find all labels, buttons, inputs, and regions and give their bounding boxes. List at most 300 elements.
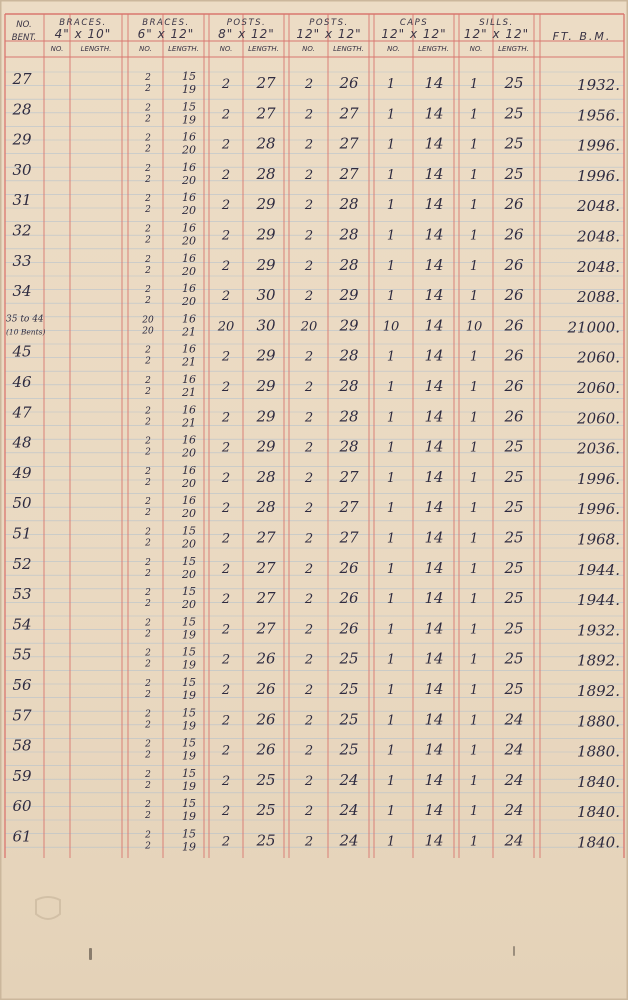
brace-6x12-no: 2	[145, 659, 151, 670]
caps-length: 14	[424, 649, 444, 668]
group-size: 12" x 12"	[381, 27, 447, 41]
bent-number: 56	[12, 676, 32, 694]
caps-no: 1	[386, 137, 396, 153]
group-title: POSTS.	[226, 18, 267, 28]
sills-no: 1	[469, 652, 479, 668]
brace-6x12-length: 20	[182, 295, 196, 309]
sills-length: 24	[504, 710, 524, 729]
binding-mark	[89, 948, 92, 960]
sills-no: 1	[469, 531, 479, 547]
post-12x12-length: 25	[339, 740, 359, 759]
post-12x12-no: 2	[304, 410, 314, 426]
post-8x12-length: 29	[256, 346, 276, 365]
fbm-value: 1840.	[577, 772, 620, 791]
brace-6x12-no: 2	[145, 508, 151, 519]
post-8x12-length: 29	[256, 255, 276, 274]
post-8x12-length: 26	[256, 649, 276, 668]
caps-no: 1	[386, 198, 396, 214]
caps-length: 14	[424, 558, 444, 577]
post-8x12-no: 2	[221, 622, 231, 638]
sills-length: 24	[504, 770, 524, 789]
brace-6x12-length: 16	[182, 251, 196, 265]
brace-6x12-length: 20	[182, 234, 196, 248]
brace-6x12-no: 2	[145, 447, 151, 458]
sills-no: 1	[469, 592, 479, 608]
caps-length: 14	[424, 225, 444, 244]
post-8x12-length: 27	[256, 558, 276, 577]
post-8x12-no: 2	[221, 592, 231, 608]
subheader-no: NO.	[50, 45, 64, 53]
caps-no: 1	[386, 652, 396, 668]
brace-6x12-length: 15	[182, 70, 196, 83]
sills-length: 25	[504, 528, 524, 547]
binding-mark	[513, 946, 515, 956]
post-8x12-length: 26	[256, 680, 276, 698]
post-12x12-length: 27	[339, 104, 359, 123]
caps-length: 14	[424, 437, 444, 456]
brace-6x12-no: 2	[145, 629, 151, 640]
post-8x12-no: 2	[221, 834, 231, 850]
caps-length: 14	[424, 528, 444, 547]
fbm-value: 1892.	[577, 682, 620, 700]
caps-no: 1	[386, 258, 396, 274]
brace-6x12-length: 20	[182, 507, 196, 521]
brace-6x12-no: 2	[145, 376, 151, 386]
post-8x12-length: 27	[256, 528, 276, 547]
caps-no: 1	[386, 561, 396, 577]
bent-number: 57	[12, 706, 32, 725]
sills-length: 26	[504, 316, 524, 335]
group-title: BRACES.	[142, 18, 190, 28]
post-12x12-length: 28	[339, 346, 359, 365]
caps-length: 14	[424, 801, 444, 820]
fbm-value: 2048.	[577, 227, 620, 246]
caps-length: 14	[424, 467, 444, 486]
group-title: CAPS	[399, 18, 429, 28]
post-12x12-length: 29	[339, 316, 359, 335]
sills-no: 1	[469, 743, 479, 759]
brace-6x12-length: 19	[182, 749, 196, 763]
brace-6x12-no: 2	[145, 690, 151, 700]
caps-length: 14	[424, 831, 444, 850]
post-8x12-length: 29	[256, 407, 276, 426]
sills-no: 1	[469, 107, 479, 123]
brace-6x12-no: 2	[145, 84, 151, 94]
post-12x12-length: 26	[339, 589, 359, 608]
caps-length: 14	[424, 346, 444, 365]
post-8x12-no: 2	[221, 107, 231, 123]
brace-6x12-length: 20	[182, 476, 196, 490]
caps-no: 1	[386, 592, 396, 608]
brace-6x12-no: 2	[145, 709, 151, 720]
brace-6x12-no: 2	[145, 144, 151, 155]
brace-6x12-length: 21	[182, 386, 196, 399]
brace-6x12-length: 20	[182, 598, 196, 612]
caps-length: 14	[424, 134, 444, 153]
sills-length: 25	[504, 649, 524, 668]
brace-6x12-length: 15	[182, 797, 196, 811]
post-8x12-no: 2	[221, 228, 231, 244]
caps-no: 1	[386, 349, 396, 365]
brace-6x12-length: 20	[182, 567, 196, 581]
bent-number: 48	[12, 433, 32, 452]
group-size: 8" x 12"	[218, 27, 275, 41]
post-12x12-length: 24	[339, 831, 359, 850]
brace-6x12-no: 2	[145, 679, 151, 689]
brace-6x12-length: 16	[182, 130, 196, 144]
sills-length: 26	[504, 255, 524, 274]
post-8x12-length: 29	[256, 195, 276, 214]
post-12x12-length: 26	[339, 619, 359, 638]
caps-length: 14	[424, 619, 444, 638]
caps-length: 14	[424, 316, 444, 335]
bent-number: 34	[12, 282, 32, 301]
caps-length: 14	[424, 680, 444, 698]
post-12x12-no: 2	[304, 289, 314, 305]
subheader-length: LENGTH.	[168, 45, 199, 53]
brace-6x12-no: 2	[145, 235, 151, 246]
brace-6x12-no: 2	[145, 830, 151, 841]
sills-length: 24	[504, 801, 524, 820]
brace-6x12-length: 19	[182, 719, 196, 733]
sills-length: 25	[504, 589, 524, 608]
group-title: BRACES.	[59, 18, 107, 28]
brace-6x12-length: 20	[182, 204, 196, 218]
brace-6x12-no: 2	[145, 194, 151, 205]
bent-number: 51	[12, 524, 32, 543]
caps-no: 1	[386, 743, 396, 759]
bent-number: 31	[12, 191, 32, 210]
brace-6x12-length: 15	[182, 676, 196, 689]
caps-no: 1	[386, 804, 396, 820]
fbm-value: 2036.	[577, 439, 620, 458]
fbm-header: FT. B.M.	[552, 30, 612, 43]
post-12x12-no: 2	[304, 258, 314, 274]
post-12x12-length: 24	[339, 801, 359, 820]
post-8x12-no: 2	[221, 652, 231, 668]
fbm-value: 2048.	[577, 257, 620, 276]
post-8x12-no: 20	[217, 319, 235, 335]
sills-no: 1	[469, 258, 479, 274]
post-8x12-no: 2	[221, 561, 231, 577]
post-12x12-length: 27	[339, 467, 359, 486]
brace-6x12-no: 2	[145, 527, 151, 538]
post-12x12-no: 2	[304, 743, 314, 759]
fbm-value: 1996.	[577, 500, 620, 519]
sills-no: 1	[469, 470, 479, 486]
fbm-value: 1892.	[577, 651, 620, 670]
brace-6x12-no: 2	[145, 720, 151, 731]
sills-length: 24	[504, 831, 524, 850]
bent-note: (10 Bents)	[6, 327, 46, 337]
brace-6x12-length: 16	[182, 221, 196, 235]
bent-number: 60	[12, 797, 32, 816]
post-12x12-no: 2	[304, 622, 314, 638]
brace-6x12-length: 21	[182, 325, 196, 339]
post-8x12-no: 2	[221, 501, 231, 517]
brace-6x12-length: 19	[182, 83, 196, 96]
bent-number: 47	[12, 403, 32, 422]
post-12x12-no: 2	[304, 198, 314, 214]
post-8x12-no: 2	[221, 531, 231, 547]
brace-6x12-length: 16	[182, 160, 196, 174]
caps-length: 14	[424, 164, 444, 183]
brace-6x12-no: 2	[145, 599, 151, 610]
bent-number: 58	[12, 736, 32, 755]
brace-6x12-length: 19	[182, 840, 196, 854]
caps-length: 14	[424, 740, 444, 759]
sills-no: 1	[469, 77, 479, 92]
post-12x12-no: 2	[304, 349, 314, 365]
subheader-no: NO.	[302, 45, 315, 53]
group-size: 4" x 10"	[54, 27, 112, 41]
post-8x12-no: 2	[221, 289, 231, 305]
post-8x12-length: 26	[256, 710, 276, 729]
bent-number: 45	[12, 342, 32, 361]
caps-no: 1	[386, 228, 396, 244]
fbm-value: 1880.	[577, 742, 620, 761]
sills-length: 26	[504, 225, 524, 244]
post-12x12-no: 2	[304, 470, 314, 486]
post-12x12-length: 28	[339, 377, 359, 395]
post-8x12-no: 2	[221, 440, 231, 456]
caps-no: 1	[386, 380, 396, 395]
brace-6x12-no: 2	[145, 436, 151, 447]
brace-6x12-no: 2	[145, 103, 151, 114]
post-12x12-length: 27	[339, 164, 359, 183]
brace-6x12-no: 2	[145, 538, 151, 549]
brace-6x12-no: 2	[145, 224, 151, 235]
sills-length: 25	[504, 104, 524, 123]
bent-number: 30	[12, 160, 32, 179]
brace-6x12-length: 15	[182, 766, 196, 780]
brace-6x12-length: 20	[182, 446, 196, 460]
fbm-value: 1996.	[577, 136, 620, 155]
caps-no: 1	[386, 683, 396, 698]
fbm-value: 21000.	[567, 318, 620, 337]
brace-6x12-length: 16	[182, 191, 196, 205]
sills-no: 1	[469, 380, 479, 395]
brace-6x12-no: 2	[145, 811, 151, 822]
fbm-value: 1944.	[577, 591, 620, 610]
sills-length: 24	[504, 740, 524, 759]
brace-6x12-no: 2	[145, 739, 151, 750]
brace-6x12-length: 15	[182, 554, 196, 568]
brace-6x12-no: 2	[145, 557, 151, 568]
fbm-value: 2060.	[577, 409, 620, 428]
bent-number: 53	[12, 585, 32, 604]
brace-6x12-length: 20	[182, 537, 196, 551]
sills-no: 1	[469, 561, 479, 577]
post-12x12-length: 24	[339, 770, 359, 789]
brace-6x12-no: 20	[142, 326, 154, 337]
emboss-mark	[36, 897, 60, 919]
caps-no: 1	[386, 622, 396, 638]
caps-length: 14	[424, 770, 444, 789]
brace-6x12-no: 2	[145, 466, 151, 477]
brace-6x12-no: 2	[145, 750, 151, 761]
brace-6x12-length: 15	[182, 585, 196, 599]
bent-number: 32	[12, 221, 32, 240]
brace-6x12-no: 2	[145, 265, 151, 276]
post-12x12-length: 27	[339, 134, 359, 153]
brace-6x12-length: 16	[182, 403, 196, 417]
brace-6x12-no: 2	[145, 387, 151, 397]
caps-no: 1	[386, 501, 396, 517]
brace-6x12-length: 16	[182, 342, 196, 356]
post-12x12-no: 2	[304, 561, 314, 577]
post-8x12-no: 2	[221, 773, 231, 789]
post-12x12-no: 2	[304, 531, 314, 547]
brace-6x12-no: 2	[145, 73, 151, 83]
brace-6x12-length: 20	[182, 143, 196, 157]
brace-6x12-length: 20	[182, 173, 196, 187]
post-12x12-no: 2	[304, 592, 314, 608]
brace-6x12-no: 2	[145, 285, 151, 296]
post-8x12-no: 2	[221, 198, 231, 214]
sills-no: 1	[469, 834, 479, 850]
subheader-length: LENGTH.	[333, 45, 364, 53]
subheader-no: NO.	[469, 45, 483, 53]
sills-no: 1	[469, 198, 479, 214]
post-8x12-no: 2	[221, 410, 231, 426]
brace-6x12-no: 2	[145, 356, 151, 367]
post-12x12-length: 25	[339, 649, 359, 668]
caps-length: 14	[424, 74, 444, 92]
sills-no: 1	[469, 167, 479, 183]
brace-6x12-no: 2	[145, 296, 151, 307]
bent-number: 59	[12, 766, 32, 785]
brace-6x12-length: 15	[182, 524, 196, 538]
sills-no: 1	[469, 713, 479, 729]
post-12x12-no: 2	[304, 167, 314, 183]
post-8x12-length: 27	[256, 104, 276, 123]
fbm-value: 2060.	[577, 348, 620, 367]
post-8x12-no: 2	[221, 713, 231, 729]
post-12x12-no: 2	[304, 501, 314, 517]
bent-number: 46	[12, 373, 32, 391]
sills-no: 1	[469, 349, 479, 365]
caps-length: 14	[424, 286, 444, 305]
brace-6x12-no: 2	[145, 174, 151, 185]
brace-6x12-length: 19	[182, 628, 196, 642]
sills-no: 1	[469, 228, 479, 244]
post-12x12-length: 29	[339, 286, 359, 305]
post-8x12-no: 2	[221, 349, 231, 365]
bent-number: 52	[12, 554, 32, 573]
brace-6x12-length: 15	[182, 736, 196, 750]
post-8x12-length: 28	[256, 164, 276, 183]
group-size: 6" x 12"	[137, 27, 195, 41]
post-12x12-length: 26	[339, 558, 359, 577]
group-title: POSTS.	[309, 18, 349, 28]
post-8x12-no: 2	[221, 380, 231, 395]
post-8x12-length: 28	[256, 134, 276, 153]
fbm-value: 1996.	[577, 469, 620, 488]
brace-6x12-length: 21	[182, 355, 196, 369]
post-8x12-no: 2	[221, 77, 231, 92]
post-8x12-length: 29	[256, 377, 276, 395]
sills-length: 25	[504, 134, 524, 153]
sills-length: 25	[504, 619, 524, 638]
brace-6x12-no: 2	[145, 618, 151, 629]
caps-no: 1	[386, 713, 396, 729]
brace-6x12-length: 15	[182, 645, 196, 659]
caps-length: 14	[424, 498, 444, 517]
caps-length: 14	[424, 407, 444, 426]
sills-length: 26	[504, 407, 524, 426]
post-12x12-no: 2	[304, 713, 314, 729]
post-12x12-no: 2	[304, 683, 314, 698]
brace-6x12-length: 19	[182, 113, 196, 127]
sills-length: 25	[504, 680, 524, 698]
subheader-length: LENGTH.	[80, 45, 112, 53]
caps-no: 1	[386, 410, 396, 426]
fbm-value: 1968.	[577, 530, 620, 549]
brace-6x12-length: 16	[182, 373, 196, 386]
post-12x12-length: 28	[339, 407, 359, 426]
fbm-value: 1932.	[577, 76, 620, 94]
fbm-value: 1880.	[577, 712, 620, 731]
brace-6x12-length: 16	[182, 282, 196, 296]
post-12x12-no: 2	[304, 228, 314, 244]
brace-6x12-no: 2	[145, 406, 151, 417]
sills-no: 1	[469, 410, 479, 426]
fbm-value: 1944.	[577, 560, 620, 579]
caps-length: 14	[424, 195, 444, 214]
fbm-value: 2048.	[577, 197, 620, 216]
brace-6x12-no: 2	[145, 133, 151, 144]
post-8x12-length: 27	[256, 589, 276, 608]
post-12x12-no: 2	[304, 773, 314, 789]
caps-no: 1	[386, 289, 396, 305]
post-12x12-no: 2	[304, 834, 314, 850]
subheader-no: NO.	[219, 45, 233, 53]
sills-length: 26	[504, 377, 524, 395]
post-8x12-length: 25	[256, 831, 276, 850]
caps-no: 1	[386, 167, 396, 183]
sills-no: 1	[469, 622, 479, 638]
fbm-value: 1840.	[577, 833, 620, 852]
brace-6x12-no: 2	[145, 588, 151, 599]
post-8x12-length: 30	[256, 316, 276, 335]
brace-6x12-length: 15	[182, 706, 196, 720]
brace-6x12-length: 15	[182, 615, 196, 629]
post-8x12-length: 28	[256, 467, 276, 486]
subheader-length: LENGTH.	[418, 45, 449, 53]
sills-length: 25	[504, 558, 524, 577]
sills-length: 25	[504, 437, 524, 456]
brace-6x12-no: 2	[145, 497, 151, 508]
fbm-value: 1996.	[577, 166, 620, 185]
post-8x12-no: 2	[221, 743, 231, 759]
brace-6x12-length: 16	[182, 312, 196, 326]
group-title: SILLS.	[479, 18, 514, 28]
post-12x12-no: 2	[304, 137, 314, 153]
sills-length: 26	[504, 346, 524, 365]
post-8x12-length: 27	[256, 74, 276, 92]
post-8x12-no: 2	[221, 470, 231, 486]
brace-6x12-length: 15	[182, 827, 196, 841]
post-8x12-no: 2	[221, 137, 231, 153]
post-8x12-length: 25	[256, 801, 276, 820]
caps-no: 1	[386, 470, 396, 486]
bent-number: 28	[12, 100, 32, 119]
subheader-no: NO.	[139, 45, 152, 53]
post-12x12-length: 27	[339, 528, 359, 547]
post-12x12-length: 28	[339, 225, 359, 244]
post-8x12-no: 2	[221, 683, 231, 698]
